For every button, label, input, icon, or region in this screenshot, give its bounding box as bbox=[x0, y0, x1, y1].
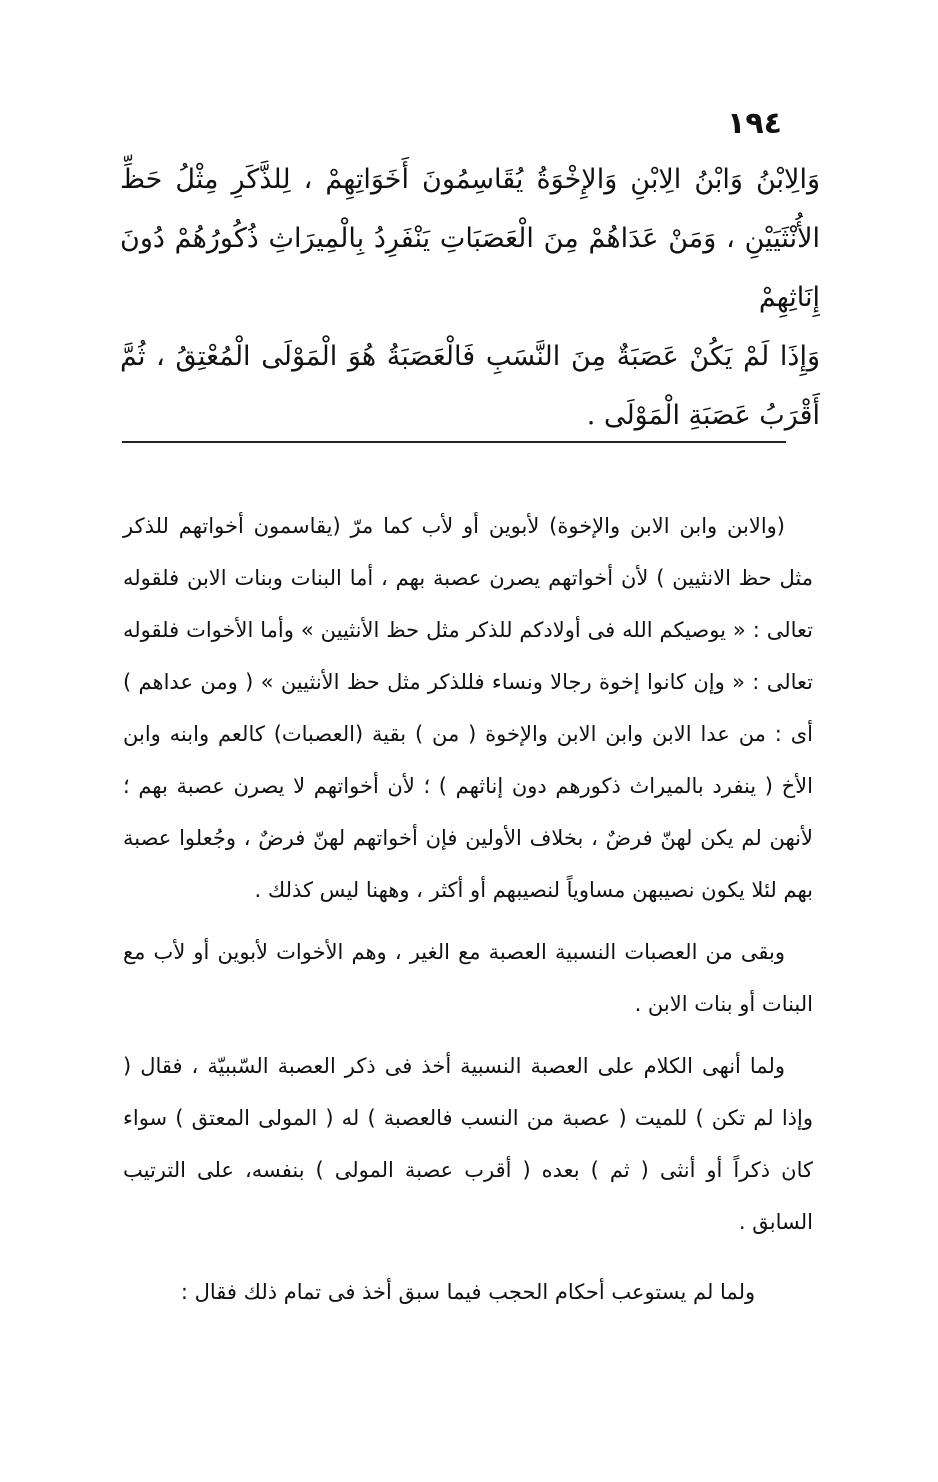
commentary-paragraph: وبقى من العصبات النسبية العصبة مع الغير ، وهم الأخوات لأبوين أو لأب مع البنات أو بنات الابن . bbox=[123, 940, 813, 1016]
commentary-paragraph: (والابن وابن الابن والإخوة) لأبوين أو لأب كما مرّ (يقاسمون أخواتهم للذكر مثل حظ الانثيين ) لأن أخواتهم يصرن عصبة بهم ، أما البنات وبنات الابن فلقوله تعالى : « يوصيكم الله فى أولادكم للذكر مثل حظ الأنثيين » وأما الأخوات فلقوله تعالى : « وإن كانوا إخوة رجالا ونساء فللذكر مثل حظ الأنثيين » ( ومن عداهم ) أى : من عدا الابن وابن الابن والإخوة ( من ) بقية (العصبات) كالعم وابنه وابن الأخ ( ينفرد بالميراث ذكورهم دون إناثهم ) ؛ لأن أخواتهم لا يصرن عصبة بهم ؛ لأنهن لم يكن لهنّ فرضٌ ، بخلاف الأولين فإن أخواتهم لهنّ فرضٌ ، وجُعلوا عصبة بهم لئلا يكون نصيبهن مساوياً لنصيبهم أو أكثر ، وههنا ليس كذلك . bbox=[123, 514, 813, 902]
main-text-paragraph: وَإِذَا لَمْ يَكُنْ عَصَبَةٌ مِنَ النَّسَبِ فَالْعَصَبَةُ هُوَ الْمَوْلَى الْمُعْتِقُ ، ثُمَّ أَقْرَبُ عَصَبَةِ الْمَوْلَى . bbox=[120, 341, 820, 431]
commentary-text bbox=[123, 500, 813, 1328]
page-number: ١٩٤ bbox=[727, 106, 782, 141]
commentary-paragraph: ولما أنهى الكلام على العصبة النسبية أخذ فى ذكر العصبة السّببيّة ، فقال ( وإذا لم تكن ) للميت ( عصبة من النسب فالعصبة ) له ( المولى المعتق ) سواء كان ذكراً أو أنثى ( ثم ) بعده ( أقرب عصبة المولى ) بنفسه، على الترتيب السابق . bbox=[123, 1054, 813, 1234]
main-text bbox=[120, 150, 820, 445]
main-text-paragraph: وَالِابْنُ وَابْنُ الِابْنِ وَالإِخْوَةُ يُقَاسِمُونَ أَخَوَاتِهِمْ ، لِلذَّكَرِ مِثْلُ حَظِّ الأُنْثَيَيْنِ ، وَمَنْ عَدَاهُمْ مِنَ الْعَصَبَاتِ يَنْفَرِدُ بِالْمِيرَاثِ ذُكُورُهُمْ دُونَ إِنَاثِهِمْ bbox=[120, 164, 820, 313]
commentary-paragraph: ولما لم يستوعب أحكام الحجب فيما سبق أخذ فى تمام ذلك فقال : bbox=[180, 1280, 756, 1304]
section-divider bbox=[122, 441, 786, 443]
